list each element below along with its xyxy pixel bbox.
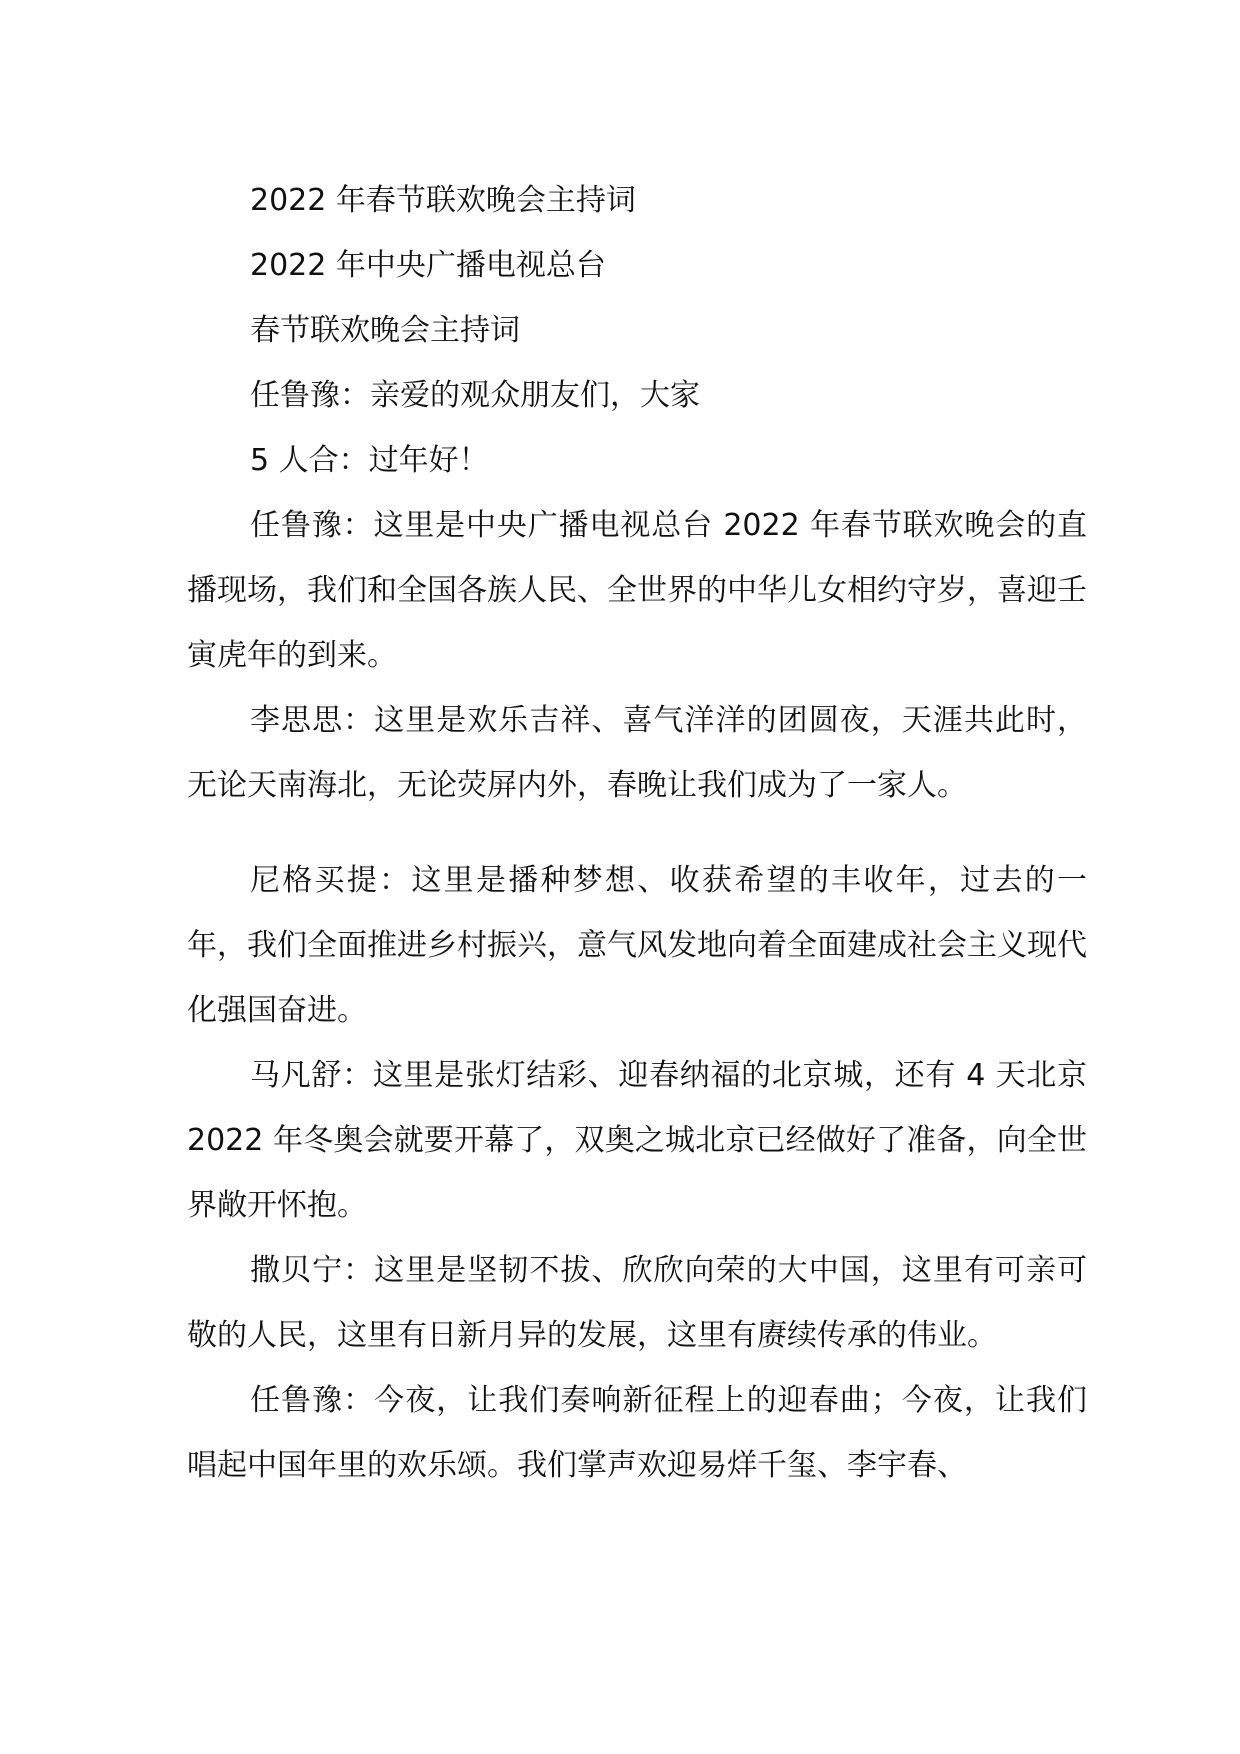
dialogue-paragraph: 李思思：这里是欢乐吉祥、喜气洋洋的团圆夜，天涯共此时，无论天南海北，无论荧屏内外，春晚让我们成为了一家人。 bbox=[187, 703, 1087, 803]
dialogue-paragraph: 撒贝宁：这里是坚韧不拔、欣欣向荣的大中国，这里有可亲可敬的人民，这里有日新月异的发展，这里有赓续传承的伟业。 bbox=[187, 1253, 1087, 1353]
dialogue-paragraph: 任鲁豫：这里是中央广播电视总台 2022 年春节联欢晚会的直播现场，我们和全国各族人民、全世界的中华儿女相约守岁，喜迎壬寅虎年的到来。 bbox=[187, 508, 1087, 673]
dialogue-paragraph: 任鲁豫：亲爱的观众朋友们，大家 bbox=[250, 378, 700, 413]
document-body bbox=[187, 168, 1087, 1498]
dialogue-paragraph: 任鲁豫：今夜，让我们奏响新征程上的迎春曲；今夜，让我们唱起中国年里的欢乐颂。我们掌声欢迎易烊千玺、李宇春、 bbox=[187, 1383, 1087, 1483]
dialogue-paragraph: 尼格买提：这里是播种梦想、收获希望的丰收年，过去的一年，我们全面推进乡村振兴，意气风发地向着全面建成社会主义现代化强国奋进。 bbox=[187, 863, 1087, 1028]
title-line-3: 春节联欢晚会主持词 bbox=[250, 313, 520, 348]
title-line-1: 2022 年春节联欢晚会主持词 bbox=[250, 183, 636, 218]
dialogue-paragraph: 5 人合：过年好！ bbox=[250, 443, 489, 478]
paragraph-gap bbox=[187, 818, 1087, 848]
title-line-2: 2022 年中央广播电视总台 bbox=[250, 248, 606, 283]
dialogue-paragraph: 马凡舒：这里是张灯结彩、迎春纳福的北京城，还有 4 天北京 2022 年冬奥会就要开幕了，双奥之城北京已经做好了准备，向全世界敞开怀抱。 bbox=[187, 1058, 1087, 1223]
